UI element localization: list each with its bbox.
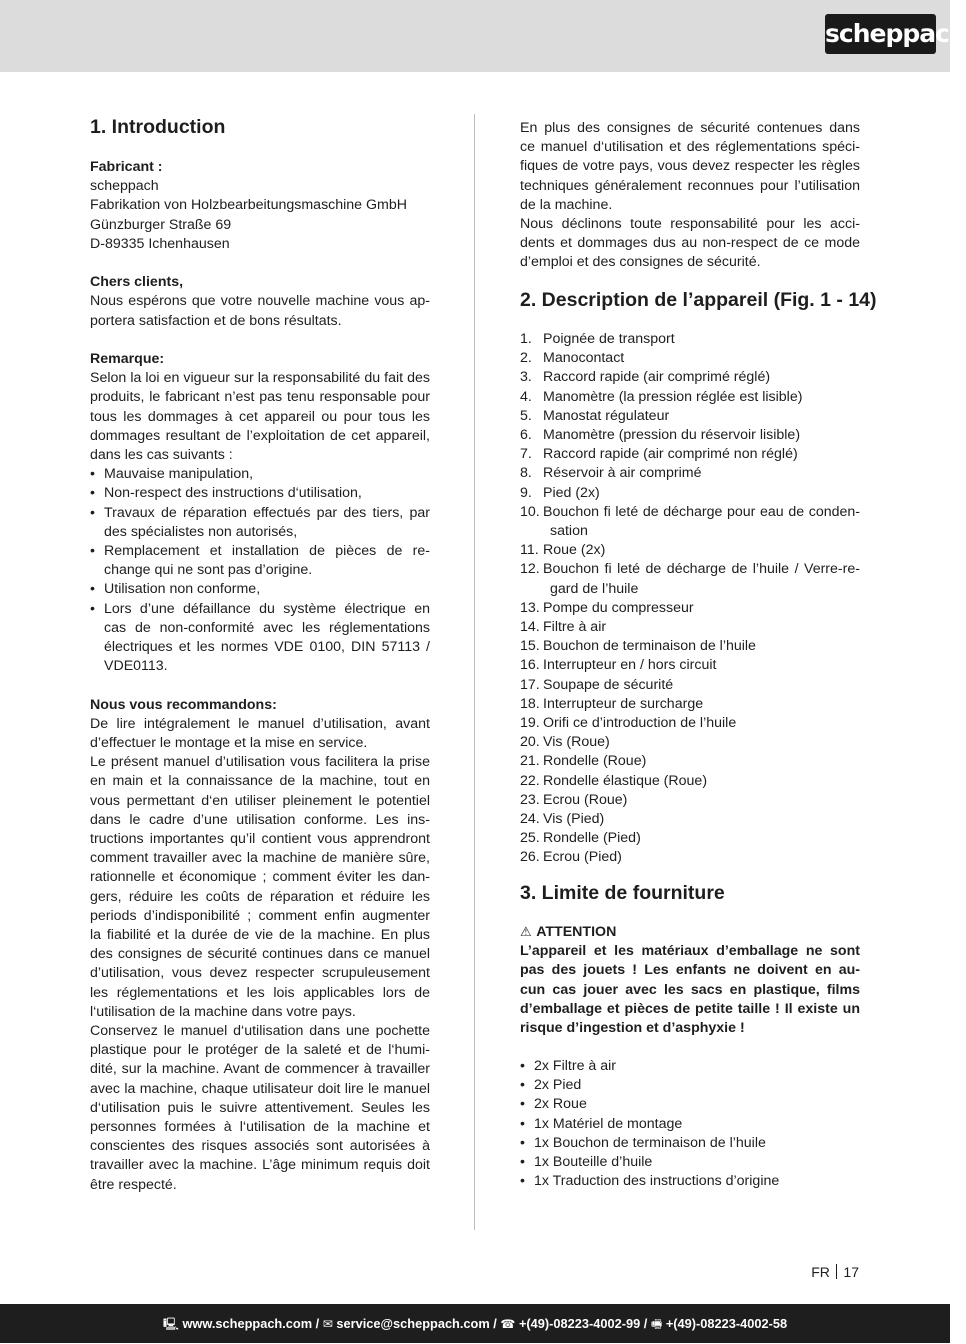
bullet-item-line: électriques et les normes VDE 0100, DIN 57113 / [104, 639, 430, 655]
manufacturer-line: D-89335 Ichenhausen [90, 235, 230, 252]
paragraph-line: dans le cadre d’une utilisation conforme. Les ins- [90, 811, 430, 828]
part-number: 6. [520, 427, 532, 443]
part-label: Bouchon fi leté de décharge de l’huile / Verre-re- [543, 561, 860, 578]
paragraph-line: vous permettant d‘en utiliser pleinement le potentiel [90, 792, 430, 809]
page-number-value: 17 [843, 1264, 859, 1280]
page-separator [836, 1264, 838, 1279]
part-number: 3. [520, 369, 532, 386]
part-number: 20. [520, 734, 540, 751]
part-number: 1. [520, 331, 532, 347]
paragraph-line: Nous déclinons toute responsabilité pour les acci- [520, 216, 860, 232]
part-label: Rondelle élastique (Roue) [543, 772, 708, 789]
part-number: 26. [520, 849, 540, 866]
computer-icon: 🖳 [162, 1317, 179, 1331]
page-number [811, 1264, 859, 1280]
part-label: Vis (Roue) [543, 734, 610, 751]
email-icon: ✉ [322, 1317, 333, 1331]
paragraph-line: la fiabilité et la durée de vie de la machine. En plus [90, 927, 430, 943]
part-label: Raccord rapide (air comprimé non réglé) [543, 446, 798, 463]
language-code: FR [811, 1264, 830, 1280]
bullet-icon: • [90, 543, 95, 559]
bullet-icon: • [520, 1077, 525, 1094]
manufacturer-line: scheppach [90, 178, 159, 195]
paragraph-line: dents et dommages dus au non-respect de ce mode [520, 235, 860, 252]
bullet-item-line: Travaux de réparation effectués par des tiers, par [104, 504, 430, 521]
bullet-icon: • [90, 485, 95, 502]
part-label: Orifi ce d’introduction de l’huile [543, 715, 737, 731]
part-label: Pied (2x) [543, 484, 600, 501]
bullet-item-line: Utilisation non conforme, [104, 581, 261, 598]
part-number: 16. [520, 657, 540, 674]
paragraph-line: les réglementations et les lois applicables lors de [90, 984, 430, 1001]
part-number: 21. [520, 753, 540, 770]
part-label: Bouchon fi leté de décharge pour eau de conden- [543, 503, 860, 520]
warning-text-line: cun cas jouer avec les sacs en plastique, films [520, 981, 860, 998]
part-label: Filtre à air [543, 619, 607, 635]
part-label: Roue (2x) [543, 542, 606, 559]
bullet-item-line: Non-respect des instructions d‘utilisation, [104, 485, 362, 502]
bullet-item-line: Mauvaise manipulation, [104, 466, 254, 483]
paragraph-line: des consignes de sécurité continues dans ce manuel [90, 946, 430, 963]
part-label: gard de l’huile [550, 580, 639, 597]
part-number: 25. [520, 830, 540, 847]
part-number: 8. [520, 465, 532, 482]
paragraph-line: En plus des consignes de sécurité contenues dans [520, 120, 860, 136]
paragraph-line: Le présent manuel d’utilisation vous facilitera la prise [90, 754, 430, 771]
paragraph-line: tous les dommages à cet appareil ou pour tous les [90, 408, 430, 425]
bullet-icon: • [90, 504, 95, 521]
part-number: 23. [520, 791, 540, 808]
paragraph-line: ce manuel d‘utilisation et des réglementations spéci- [520, 139, 860, 156]
bullet-icon: • [90, 600, 95, 617]
part-number: 22. [520, 772, 540, 789]
part-number: 19. [520, 715, 540, 731]
fax-icon: 🖷 [650, 1317, 663, 1331]
part-number: 10. [520, 503, 540, 520]
part-number: 7. [520, 446, 532, 463]
column-divider [474, 114, 475, 1230]
warning-triangle-icon: ⚠ [520, 925, 537, 940]
part-label: Bouchon de terminaison de l’huile [543, 638, 756, 655]
paragraph-line: l‘utilisation de la machine dans votre pays. [90, 1003, 356, 1020]
manufacturer-line: Günzburger Straße 69 [90, 216, 232, 233]
section-title-description: 2. Description de l’appareil (Fig. 1 - 14) [520, 289, 877, 311]
paragraph-line: portera satisfaction et de bons résultats. [90, 312, 342, 329]
part-label: sation [550, 523, 588, 539]
bullet-icon: • [520, 1173, 525, 1190]
part-number: 14. [520, 619, 540, 635]
part-label: Poignée de transport [543, 331, 675, 347]
paragraph-line: travailler avec la machine. L’âge minimum requis doit [90, 1157, 430, 1174]
part-label: Vis (Pied) [543, 811, 605, 827]
supply-item: 2x Pied [534, 1077, 582, 1094]
section-title-introduction: 1. Introduction [90, 116, 226, 138]
paragraph-line: produits, le fabricant n’est pas tenu responsable pour [90, 389, 430, 406]
part-label: Interrupteur en / hors circuit [543, 657, 717, 674]
paragraph-line: en main et la connaissance de la machine, tout en [90, 773, 430, 790]
bullet-item-line: Lors d’une défaillance du système électrique en [104, 600, 430, 617]
part-label: Réservoir à air comprimé [543, 465, 702, 482]
scheppach-logo: scheppach [825, 14, 936, 54]
bullet-item-line: Remplacement et installation de pièces de re- [104, 543, 430, 559]
paragraph-line: fiques de votre pays, vous devez respecter les règles [520, 158, 860, 175]
warning-text-line: pas des jouets ! Les enfants ne doivent en au- [520, 962, 860, 979]
part-label: Manomètre (la pression réglée est lisible) [543, 388, 803, 405]
paragraph-line: conscientes des risques associés sont autorisées à [90, 1138, 430, 1155]
paragraph-line: d’effectuer le montage et la mise en service. [90, 735, 368, 751]
paragraph-line: Nous espérons que votre nouvelle machine vous ap- [90, 293, 430, 310]
paragraph-line: d’utilisation, vous devez respecter scrupuleusement [90, 965, 430, 982]
part-number: 4. [520, 388, 532, 405]
bullet-icon: • [90, 581, 95, 598]
manufacturer-label: Fabricant : [90, 159, 163, 175]
supply-item: 2x Roue [534, 1096, 587, 1113]
warning-label: ATTENTION [536, 924, 617, 940]
part-label: Pompe du compresseur [543, 599, 694, 616]
paragraph-line: rationnelle et économique ; comment éviter les dan- [90, 869, 430, 886]
part-label: Manostat régulateur [543, 407, 670, 424]
paragraph-line: d’emploi et des consignes de sécurité. [520, 254, 761, 271]
paragraph-line: dans les cas suivants : [90, 447, 233, 463]
part-label: Manocontact [543, 350, 625, 367]
note-label: Remarque: [90, 351, 165, 367]
paragraph-line: periods d’indisponibilité ; comment enfin augmenter [90, 907, 430, 924]
bullet-icon: • [520, 1115, 525, 1132]
paragraph-line: personnes formées à l‘utilisation de la machine et [90, 1119, 430, 1135]
part-label: Interrupteur de surcharge [543, 695, 704, 712]
part-label: Ecrou (Pied) [543, 849, 622, 866]
part-number: 5. [520, 407, 532, 424]
footer-bar [0, 1304, 950, 1343]
paragraph-line: de la machine. [520, 196, 613, 213]
paragraph-line: tructions importantes qu’il contient vous apprendront [90, 831, 430, 847]
part-number: 12. [520, 561, 540, 578]
paragraph-line: Conservez le manuel d‘utilisation dans une pochette [90, 1023, 430, 1039]
bullet-icon: • [520, 1058, 525, 1074]
paragraph-line: plastique pour le protéger de la saleté et de l‘humi- [90, 1042, 430, 1059]
warning-text-line: d’emballage et pièces de petite taille ! Il existe un [520, 1000, 860, 1017]
supply-item: 2x Filtre à air [534, 1058, 616, 1074]
part-label: Raccord rapide (air comprimé réglé) [543, 369, 771, 386]
supply-item: 1x Bouchon de terminaison de l’huile [534, 1134, 766, 1151]
bullet-item-line: des spécialistes non autorisés, [104, 523, 298, 540]
bullet-icon: • [520, 1096, 525, 1113]
paragraph-line: gers, réduire les coûts de réparation et réduire les [90, 888, 430, 905]
supply-item: 1x Bouteille d’huile [534, 1154, 653, 1170]
paragraph-line: être respecté. [90, 1176, 177, 1193]
paragraph-line: avec la machine, chaque utilisateur doit lire le manuel [90, 1080, 430, 1097]
manufacturer-line: Fabrikation von Holzbearbeitungsmaschine GmbH [90, 197, 408, 214]
bullet-item-line: VDE0113. [104, 658, 168, 675]
part-number: 2. [520, 350, 532, 367]
supply-item: 1x Traduction des instructions d’origine [534, 1173, 780, 1190]
paragraph-line: techniques généralement reconnues pour l’utilisation [520, 177, 860, 194]
bullet-item-line: cas de non-conformité avec les réglementations [104, 619, 430, 636]
bullet-icon: • [520, 1134, 525, 1151]
warning-heading [520, 923, 616, 942]
footer-website[interactable]: www.scheppach.com / [182, 1316, 320, 1331]
recommend-label: Nous vous recommandons: [90, 696, 277, 713]
footer-fax: +(49)-08223-4002-58 [665, 1316, 788, 1331]
paragraph-line: dité, sur la machine. Avant de commencer à travailler [90, 1061, 430, 1078]
part-number: 17. [520, 676, 540, 693]
bullet-item-line: change qui ne sont pas d’origine. [104, 562, 313, 579]
warning-text-line: L’appareil et les matériaux d’emballage ne sont [520, 943, 860, 960]
part-label: Soupape de sécurité [543, 676, 674, 693]
part-label: Rondelle (Roue) [543, 753, 647, 770]
part-number: 11. [520, 542, 539, 559]
bullet-icon: • [520, 1154, 525, 1170]
footer-email[interactable]: service@scheppach.com / [336, 1316, 497, 1331]
footer-phone: +(49)-08223-4002-99 / [518, 1316, 648, 1331]
bullet-icon: • [90, 466, 95, 483]
phone-icon: ☎ [500, 1317, 516, 1331]
part-label: Ecrou (Roue) [543, 791, 628, 808]
part-number: 13. [520, 599, 540, 616]
header-bar [0, 0, 966, 72]
part-number: 15. [520, 638, 540, 655]
section-title-supply: 3. Limite de fourniture [520, 882, 725, 904]
warning-text-line: risque d’ingestion et d’asphyxie ! [520, 1020, 745, 1036]
paragraph-line: dommages resultant de l’exploitation de cet appareil, [90, 427, 430, 444]
part-label: Rondelle (Pied) [543, 830, 641, 847]
paragraph-line: De lire intégralement le manuel d’utilisation, avant [90, 715, 430, 732]
part-number: 18. [520, 695, 540, 712]
paragraph-line: d‘utilisation puis le suivre attentivement. Seules les [90, 1099, 430, 1116]
dear-customers-label: Chers clients, [90, 274, 184, 291]
part-number: 9. [520, 484, 532, 501]
paragraph-line: comment travailler avec la machine de manière sûre, [90, 850, 430, 867]
part-label: Manomètre (pression du réservoir lisible) [543, 427, 801, 443]
part-number: 24. [520, 811, 540, 827]
paragraph-line: Selon la loi en vigueur sur la responsabilité du fait des [90, 370, 430, 387]
supply-item: 1x Matériel de montage [534, 1115, 683, 1132]
